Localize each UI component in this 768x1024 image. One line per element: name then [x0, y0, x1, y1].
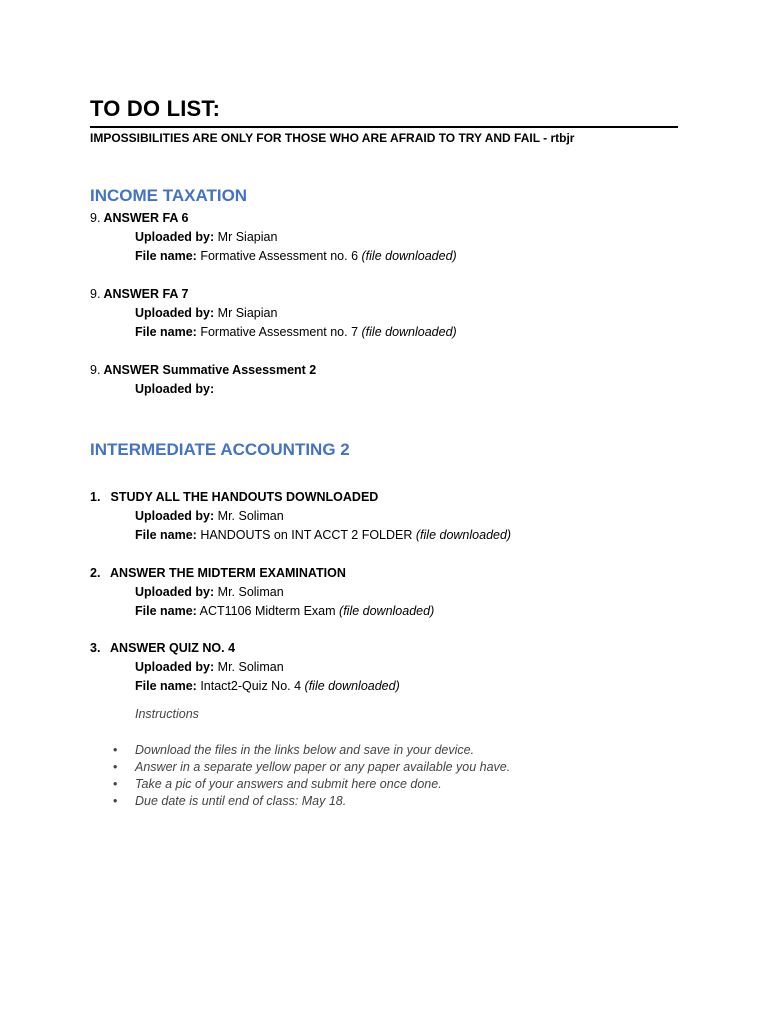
uploaded-by-line — [135, 660, 284, 674]
uploaded-by-label: Uploaded by: — [135, 382, 215, 396]
task-item — [90, 490, 378, 504]
bullet-icon: • — [113, 777, 118, 791]
instruction-item — [113, 793, 510, 810]
file-status: (file downloaded) — [304, 679, 400, 693]
bullet-icon: • — [113, 794, 118, 808]
task-title: ANSWER FA 7 — [103, 287, 189, 301]
instructions-list — [113, 742, 510, 810]
instructions-label: Instructions — [135, 707, 199, 721]
file-name-value: Intact2-Quiz No. 4 — [200, 679, 302, 693]
bullet-icon: • — [113, 760, 118, 774]
uploaded-by-value: Mr. Soliman — [217, 585, 284, 599]
section-heading-intermediate-accounting: INTERMEDIATE ACCOUNTING 2 — [90, 440, 350, 459]
instruction-item — [113, 776, 510, 793]
task-item — [90, 363, 316, 377]
instruction-text: Due date is until end of class: May 18. — [135, 794, 347, 808]
section-heading-income-taxation: INCOME TAXATION — [90, 186, 248, 205]
instruction-text: Answer in a separate yellow paper or any paper available you have. — [135, 760, 511, 774]
instruction-text: Download the files in the links below and save in your device. — [135, 743, 475, 757]
file-name-line — [135, 325, 457, 339]
file-name-value: Formative Assessment no. 7 — [200, 325, 359, 339]
file-name-label: File name: — [135, 528, 197, 542]
uploaded-by-label: Uploaded by: — [135, 660, 215, 674]
task-title: STUDY ALL THE HANDOUTS DOWNLOADED — [110, 490, 379, 504]
uploaded-by-line — [135, 306, 277, 320]
file-name-value: HANDOUTS on INT ACCT 2 FOLDER — [200, 528, 413, 542]
uploaded-by-line — [135, 230, 277, 244]
file-name-line — [135, 249, 457, 263]
uploaded-by-label: Uploaded by: — [135, 509, 215, 523]
uploaded-by-value: Mr. Soliman — [217, 509, 284, 523]
uploaded-by-value: Mr. Soliman — [217, 660, 284, 674]
uploaded-by-value: Mr Siapian — [217, 230, 278, 244]
file-name-line — [135, 679, 400, 693]
uploaded-by-value: Mr Siapian — [217, 306, 278, 320]
uploaded-by-line — [135, 585, 284, 599]
file-name-label: File name: — [135, 604, 197, 618]
page-title: TO DO LIST: — [90, 96, 221, 121]
task-item — [90, 211, 188, 225]
task-title: ANSWER FA 6 — [103, 211, 189, 225]
task-number: 9. — [90, 287, 101, 301]
file-name-label: File name: — [135, 679, 197, 693]
file-name-line — [135, 528, 511, 542]
file-name-value: ACT1106 Midterm Exam — [199, 604, 336, 618]
file-name-line — [135, 604, 434, 618]
file-status: (file downloaded) — [361, 325, 457, 339]
task-number: 9. — [90, 211, 101, 225]
task-number: 9. — [90, 363, 101, 377]
task-item — [90, 641, 235, 655]
file-status: (file downloaded) — [415, 528, 512, 542]
uploaded-by-label: Uploaded by: — [135, 585, 215, 599]
instruction-item — [113, 742, 510, 759]
file-status: (file downloaded) — [339, 604, 435, 618]
file-name-label: File name: — [135, 249, 197, 263]
bullet-icon: • — [113, 743, 118, 757]
instruction-text: Take a pic of your answers and submit here once done. — [135, 777, 442, 791]
task-title: ANSWER Summative Assessment 2 — [103, 363, 317, 377]
file-name-label: File name: — [135, 325, 197, 339]
uploaded-by-label: Uploaded by: — [135, 306, 215, 320]
task-item — [90, 287, 188, 301]
uploaded-by-line — [135, 509, 284, 523]
task-number: 1. — [90, 490, 101, 504]
task-item — [90, 566, 346, 580]
task-number: 2. — [90, 566, 101, 580]
uploaded-by-label: Uploaded by: — [135, 230, 215, 244]
instruction-item — [113, 759, 510, 776]
task-title: ANSWER THE MIDTERM EXAMINATION — [110, 566, 346, 580]
file-name-value: Formative Assessment no. 6 — [200, 249, 359, 263]
task-number: 3. — [90, 641, 101, 655]
file-status: (file downloaded) — [361, 249, 457, 263]
motto: IMPOSSIBILITIES ARE ONLY FOR THOSE WHO ARE AFRAID TO TRY AND FAIL - rtbjr — [90, 131, 575, 145]
task-title: ANSWER QUIZ NO. 4 — [110, 641, 236, 655]
uploaded-by-line — [135, 382, 214, 396]
title-underline — [90, 126, 678, 128]
